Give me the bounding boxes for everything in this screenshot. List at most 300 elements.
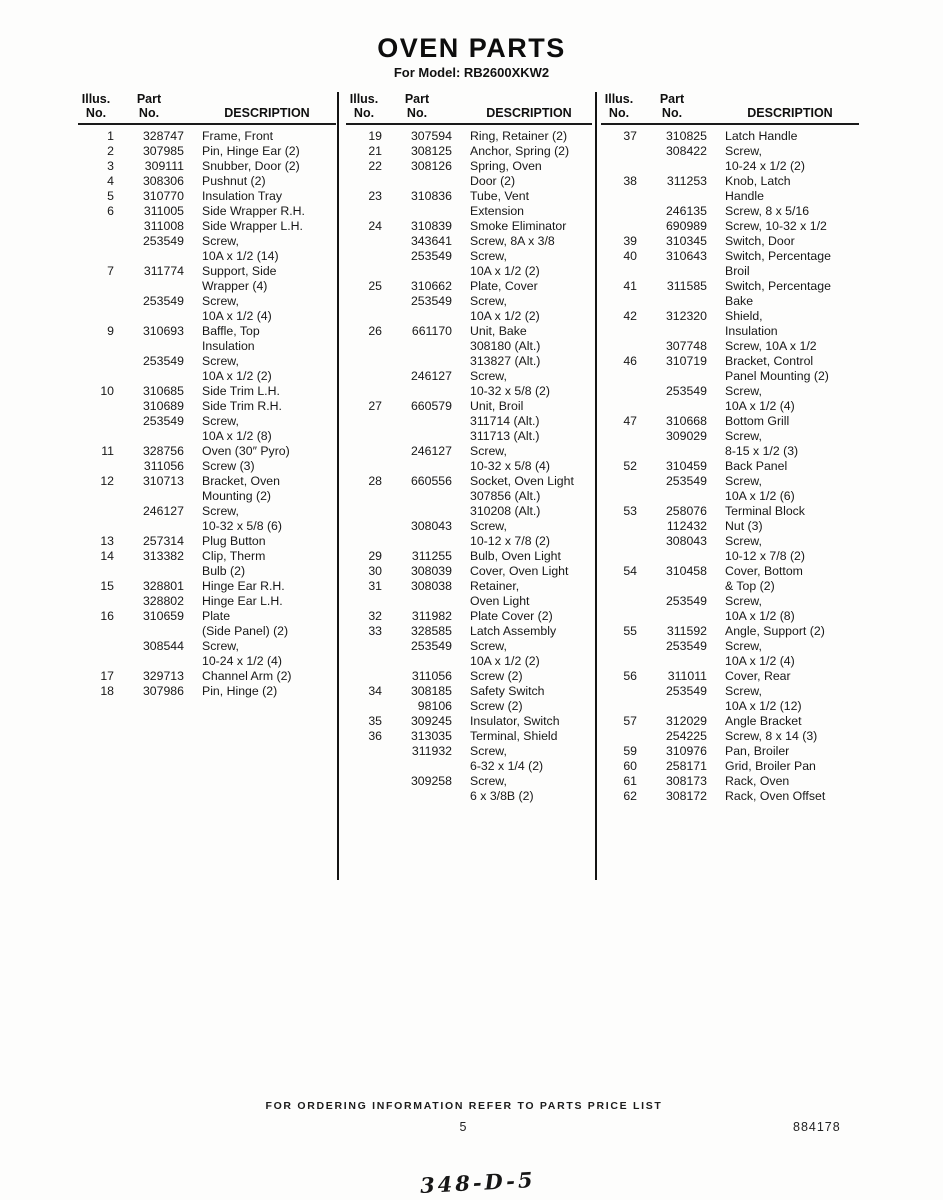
table-row xyxy=(601,309,859,324)
table-row xyxy=(346,699,592,714)
illus-no xyxy=(78,594,114,609)
part-no: 310659 xyxy=(142,609,184,623)
description: Oven Light xyxy=(470,594,530,608)
illus-no: 34 xyxy=(368,684,382,698)
description: Rack, Oven xyxy=(725,774,790,788)
description: Anchor, Spring (2) xyxy=(470,144,570,158)
description: Cover, Bottom xyxy=(725,564,803,578)
column-divider xyxy=(595,92,597,880)
part-no: 308126 xyxy=(410,159,452,173)
part-no: 311592 xyxy=(666,624,707,638)
description: Screw, xyxy=(725,534,762,548)
table-row xyxy=(78,444,336,459)
part-no: 112432 xyxy=(666,519,707,533)
illus-no: 28 xyxy=(368,474,382,488)
illus-no xyxy=(78,429,114,444)
table-row xyxy=(601,504,859,519)
table-row xyxy=(346,579,592,594)
table-row xyxy=(78,204,336,219)
part-no: 308185 xyxy=(410,684,452,698)
part-no: 308173 xyxy=(665,774,707,788)
description: Bracket, Control xyxy=(725,354,814,368)
description-header: DESCRIPTION xyxy=(486,106,572,120)
table-row xyxy=(346,504,592,519)
part-no: 311056 xyxy=(411,669,452,683)
description: Screw, 10-32 x 1/2 xyxy=(725,219,827,233)
description: Plate, Cover xyxy=(470,279,538,293)
description: Baffle, Top xyxy=(202,324,260,338)
part-no xyxy=(637,549,707,564)
illus-no: 31 xyxy=(368,579,382,593)
part-no: 253549 xyxy=(665,639,707,653)
table-row xyxy=(601,654,859,669)
table-row xyxy=(78,129,336,144)
page-title: OVEN PARTS xyxy=(377,33,566,63)
description: Broil xyxy=(725,264,750,278)
part-no: 660556 xyxy=(410,474,452,488)
illus-no: 24 xyxy=(368,219,382,233)
table-row xyxy=(346,594,592,609)
description: Terminal, Shield xyxy=(470,729,558,743)
illus-no: 60 xyxy=(623,759,637,773)
description: Screw, xyxy=(470,519,507,533)
table-row xyxy=(601,129,859,144)
part-no-header: Part No. xyxy=(659,92,685,120)
illus-no: 4 xyxy=(107,174,114,188)
illus-no: 12 xyxy=(100,474,114,488)
illus-no xyxy=(601,294,637,309)
description: 10-32 x 5/8 (4) xyxy=(470,459,550,473)
table-row xyxy=(601,414,859,429)
rows-column-1 xyxy=(78,125,336,699)
illus-no: 13 xyxy=(100,534,114,548)
part-no: 310836 xyxy=(410,189,452,203)
description: Angle, Support (2) xyxy=(725,624,825,638)
description: Bottom Grill xyxy=(725,414,790,428)
part-no: 313035 xyxy=(410,729,452,743)
table-row xyxy=(78,519,336,534)
table-row xyxy=(601,489,859,504)
illus-no: 21 xyxy=(368,144,382,158)
table-row xyxy=(601,714,859,729)
illus-no: 62 xyxy=(623,789,637,803)
description: Bulb (2) xyxy=(202,564,246,578)
part-no: 310685 xyxy=(142,384,184,398)
illus-no: 59 xyxy=(623,744,637,758)
table-row xyxy=(346,324,592,339)
table-row xyxy=(78,624,336,639)
part-no: 253549 xyxy=(410,249,452,263)
illus-no xyxy=(601,729,637,744)
column-header xyxy=(78,92,336,125)
illus-no-header: Illus. No. xyxy=(604,92,634,120)
illus-no xyxy=(78,489,114,504)
part-no: 258076 xyxy=(665,504,707,518)
table-row xyxy=(346,279,592,294)
description: 10A x 1/2 (2) xyxy=(470,654,540,668)
description: Snubber, Door (2) xyxy=(202,159,300,173)
table-row xyxy=(78,489,336,504)
table-row xyxy=(346,729,592,744)
illus-no xyxy=(601,609,637,624)
description: Pin, Hinge Ear (2) xyxy=(202,144,300,158)
document-number: 884178 xyxy=(793,1120,841,1134)
description: 311713 (Alt.) xyxy=(470,429,540,443)
illus-no: 40 xyxy=(623,249,637,263)
description: 10-24 x 1/2 (2) xyxy=(725,159,805,173)
illus-no xyxy=(601,684,637,699)
description: Screw, xyxy=(725,684,762,698)
table-row xyxy=(78,159,336,174)
illus-no: 55 xyxy=(623,624,637,638)
table-row xyxy=(346,624,592,639)
illus-no xyxy=(78,639,114,654)
part-no: 310976 xyxy=(665,744,707,758)
illus-no xyxy=(346,369,382,384)
part-no: 253549 xyxy=(665,474,707,488)
parts-column-2 xyxy=(346,92,592,804)
description: Smoke Eliminator xyxy=(470,219,567,233)
part-no: 310693 xyxy=(142,324,184,338)
part-no: 311056 xyxy=(143,459,184,473)
table-row xyxy=(346,144,592,159)
part-no: 311774 xyxy=(143,264,184,278)
description: Side Wrapper R.H. xyxy=(202,204,305,218)
table-row xyxy=(78,189,336,204)
description: Unit, Bake xyxy=(470,324,527,338)
part-no xyxy=(382,204,452,219)
description: 10A x 1/2 (8) xyxy=(725,609,795,623)
table-row xyxy=(346,654,592,669)
description: Screw, xyxy=(202,234,239,248)
description: Channel Arm (2) xyxy=(202,669,292,683)
table-row xyxy=(346,774,592,789)
table-row xyxy=(601,669,859,684)
part-no xyxy=(114,369,184,384)
part-no: 308039 xyxy=(410,564,452,578)
description: Screw, xyxy=(202,504,239,518)
part-no: 308172 xyxy=(665,789,707,803)
part-no: 328756 xyxy=(142,444,184,458)
illus-no xyxy=(78,294,114,309)
table-row xyxy=(78,294,336,309)
part-no: 312029 xyxy=(665,714,707,728)
description: Screw, xyxy=(470,369,507,383)
description: Screw (3) xyxy=(202,459,255,473)
part-no: 246127 xyxy=(410,369,452,383)
table-row xyxy=(601,339,859,354)
description: Pin, Hinge (2) xyxy=(202,684,278,698)
table-row xyxy=(78,369,336,384)
part-no: 307985 xyxy=(142,144,184,158)
part-no: 311585 xyxy=(666,279,707,293)
illus-no-header: Illus. No. xyxy=(81,92,111,120)
illus-no: 32 xyxy=(368,609,382,623)
illus-no xyxy=(78,654,114,669)
illus-no: 5 xyxy=(107,189,114,203)
illus-no xyxy=(601,549,637,564)
illus-no xyxy=(601,159,637,174)
description: Screw, xyxy=(470,639,507,653)
illus-no: 42 xyxy=(623,309,637,323)
handwritten-mark: 348-D-5 xyxy=(419,1166,537,1199)
illus-no xyxy=(346,744,382,759)
description: Bulb, Oven Light xyxy=(470,549,561,563)
illus-no xyxy=(78,519,114,534)
part-no: 313382 xyxy=(142,549,184,563)
description: 307856 (Alt.) xyxy=(470,489,541,503)
description: & Top (2) xyxy=(725,579,775,593)
part-no: 311008 xyxy=(143,219,184,233)
illus-no xyxy=(346,759,382,774)
description: Rack, Oven Offset xyxy=(725,789,826,803)
illus-no xyxy=(346,354,382,369)
description: Screw, xyxy=(725,144,762,158)
part-no xyxy=(382,309,452,324)
illus-no: 16 xyxy=(100,609,114,623)
illus-no xyxy=(601,369,637,384)
illus-no xyxy=(601,339,637,354)
description: Screw, xyxy=(202,639,239,653)
description: Switch, Door xyxy=(725,234,795,248)
part-no: 311932 xyxy=(411,744,452,758)
illus-no xyxy=(78,414,114,429)
part-no xyxy=(382,264,452,279)
table-row xyxy=(346,549,592,564)
part-no: 309245 xyxy=(410,714,452,728)
part-no: 310770 xyxy=(142,189,184,203)
illus-no xyxy=(78,459,114,474)
table-row xyxy=(346,354,592,369)
illus-no xyxy=(78,249,114,264)
table-row xyxy=(78,639,336,654)
part-no xyxy=(382,384,452,399)
table-row xyxy=(78,594,336,609)
table-row xyxy=(78,234,336,249)
rows-column-2 xyxy=(346,125,592,804)
description: Unit, Broil xyxy=(470,399,524,413)
part-no xyxy=(637,399,707,414)
table-row xyxy=(601,444,859,459)
table-row xyxy=(601,264,859,279)
illus-no: 38 xyxy=(623,174,637,188)
table-row xyxy=(78,579,336,594)
table-row xyxy=(78,414,336,429)
table-row xyxy=(78,144,336,159)
rows-column-3 xyxy=(601,125,859,804)
table-row xyxy=(346,369,592,384)
illus-no xyxy=(346,294,382,309)
part-no: 310662 xyxy=(410,279,452,293)
table-row xyxy=(346,219,592,234)
table-row xyxy=(346,204,592,219)
part-no xyxy=(382,339,452,354)
table-row xyxy=(601,459,859,474)
description: 8-15 x 1/2 (3) xyxy=(725,444,799,458)
part-no xyxy=(637,699,707,714)
description: 10-24 x 1/2 (4) xyxy=(202,654,282,668)
description: Clip, Therm xyxy=(202,549,266,563)
part-no: 329713 xyxy=(142,669,184,683)
illus-no xyxy=(346,534,382,549)
illus-no xyxy=(601,579,637,594)
table-row xyxy=(78,549,336,564)
description: Screw, xyxy=(725,384,762,398)
illus-no: 57 xyxy=(623,714,637,728)
part-no: 311011 xyxy=(667,669,707,683)
table-row xyxy=(601,774,859,789)
part-no xyxy=(382,654,452,669)
illus-no: 23 xyxy=(368,189,382,203)
table-row xyxy=(601,354,859,369)
illus-no: 41 xyxy=(623,279,637,293)
illus-no xyxy=(601,489,637,504)
table-row xyxy=(601,144,859,159)
description: Screw, xyxy=(725,429,762,443)
description: Screw (2) xyxy=(470,669,523,683)
table-row xyxy=(346,444,592,459)
illus-no: 25 xyxy=(368,279,382,293)
table-row xyxy=(601,744,859,759)
illus-no: 18 xyxy=(100,684,114,698)
illus-no xyxy=(346,669,382,684)
table-row xyxy=(601,369,859,384)
illus-no xyxy=(346,309,382,324)
illus-no xyxy=(78,504,114,519)
part-no: 308544 xyxy=(142,639,184,653)
description: Panel Mounting (2) xyxy=(725,369,829,383)
part-no: 310643 xyxy=(665,249,707,263)
table-row xyxy=(78,174,336,189)
table-row xyxy=(346,714,592,729)
description: Screw, 10A x 1/2 xyxy=(725,339,817,353)
illus-no xyxy=(601,189,637,204)
description: 10A x 1/2 (2) xyxy=(470,309,540,323)
table-row xyxy=(346,294,592,309)
illus-no xyxy=(346,774,382,789)
part-no: 328585 xyxy=(410,624,452,638)
description: Switch, Percentage xyxy=(725,249,831,263)
part-no: 308038 xyxy=(410,579,452,593)
illus-no xyxy=(78,309,114,324)
description: Hinge Ear R.H. xyxy=(202,579,285,593)
table-row xyxy=(346,234,592,249)
description: Oven (30″ Pyro) xyxy=(202,444,290,458)
illus-no: 3 xyxy=(107,159,114,173)
table-row xyxy=(346,744,592,759)
illus-no xyxy=(601,264,637,279)
table-row xyxy=(78,609,336,624)
description: Screw, xyxy=(470,774,507,788)
part-no xyxy=(637,324,707,339)
illus-no xyxy=(346,504,382,519)
part-no: 690989 xyxy=(665,219,707,233)
illus-no xyxy=(346,429,382,444)
illus-no: 46 xyxy=(623,354,637,368)
table-row xyxy=(346,189,592,204)
part-no: 307986 xyxy=(142,684,184,698)
table-row xyxy=(601,204,859,219)
description: Extension xyxy=(470,204,525,218)
table-row xyxy=(601,174,859,189)
part-no xyxy=(114,309,184,324)
part-no xyxy=(382,594,452,609)
table-row xyxy=(78,669,336,684)
illus-no xyxy=(346,699,382,714)
table-row xyxy=(346,474,592,489)
table-row xyxy=(601,189,859,204)
table-row xyxy=(601,234,859,249)
illus-no: 26 xyxy=(368,324,382,338)
illus-no xyxy=(78,399,114,414)
column-header xyxy=(346,92,592,125)
illus-no xyxy=(346,459,382,474)
description: Angle Bracket xyxy=(725,714,802,728)
description: Wrapper (4) xyxy=(202,279,268,293)
description: Ring, Retainer (2) xyxy=(470,129,568,143)
table-row xyxy=(601,279,859,294)
description: Bake xyxy=(725,294,754,308)
description: Shield, xyxy=(725,309,763,323)
description: Support, Side xyxy=(202,264,277,278)
illus-no: 35 xyxy=(368,714,382,728)
part-no xyxy=(114,489,184,504)
description: Screw, 8 x 5/16 xyxy=(725,204,810,218)
illus-no: 39 xyxy=(623,234,637,248)
description: Latch Assembly xyxy=(470,624,557,638)
description: Side Trim L.H. xyxy=(202,384,280,398)
illus-no xyxy=(601,219,637,234)
illus-no xyxy=(346,204,382,219)
table-row xyxy=(346,159,592,174)
illus-no: 54 xyxy=(623,564,637,578)
part-no xyxy=(637,444,707,459)
illus-no: 17 xyxy=(100,669,114,683)
table-row xyxy=(78,654,336,669)
description: Tube, Vent xyxy=(470,189,530,203)
part-no: 308422 xyxy=(665,144,707,158)
illus-no: 19 xyxy=(368,129,382,143)
illus-no: 61 xyxy=(623,774,637,788)
description: Screw, xyxy=(470,744,507,758)
part-no: 328801 xyxy=(142,579,184,593)
illus-no xyxy=(601,384,637,399)
table-row xyxy=(601,789,859,804)
description: Screw, xyxy=(202,354,239,368)
table-row xyxy=(346,684,592,699)
illus-no xyxy=(346,594,382,609)
part-no: 310825 xyxy=(665,129,707,143)
illus-no xyxy=(601,594,637,609)
description: Cover, Oven Light xyxy=(470,564,569,578)
part-no: 310713 xyxy=(142,474,184,488)
part-no: 253549 xyxy=(665,384,707,398)
ordering-note: FOR ORDERING INFORMATION REFER TO PARTS PRICE LIST xyxy=(265,1100,663,1112)
part-no xyxy=(637,369,707,384)
part-no xyxy=(114,654,184,669)
part-no: 253549 xyxy=(665,594,707,608)
illus-no: 36 xyxy=(368,729,382,743)
page-number: 5 xyxy=(459,1120,467,1134)
description: Bracket, Oven xyxy=(202,474,280,488)
description: Grid, Broiler Pan xyxy=(725,759,816,773)
part-no: 253549 xyxy=(142,294,184,308)
description: Side Trim R.H. xyxy=(202,399,282,413)
table-row xyxy=(601,519,859,534)
part-no: 310459 xyxy=(665,459,707,473)
part-no: 308125 xyxy=(410,144,452,158)
table-row xyxy=(346,669,592,684)
